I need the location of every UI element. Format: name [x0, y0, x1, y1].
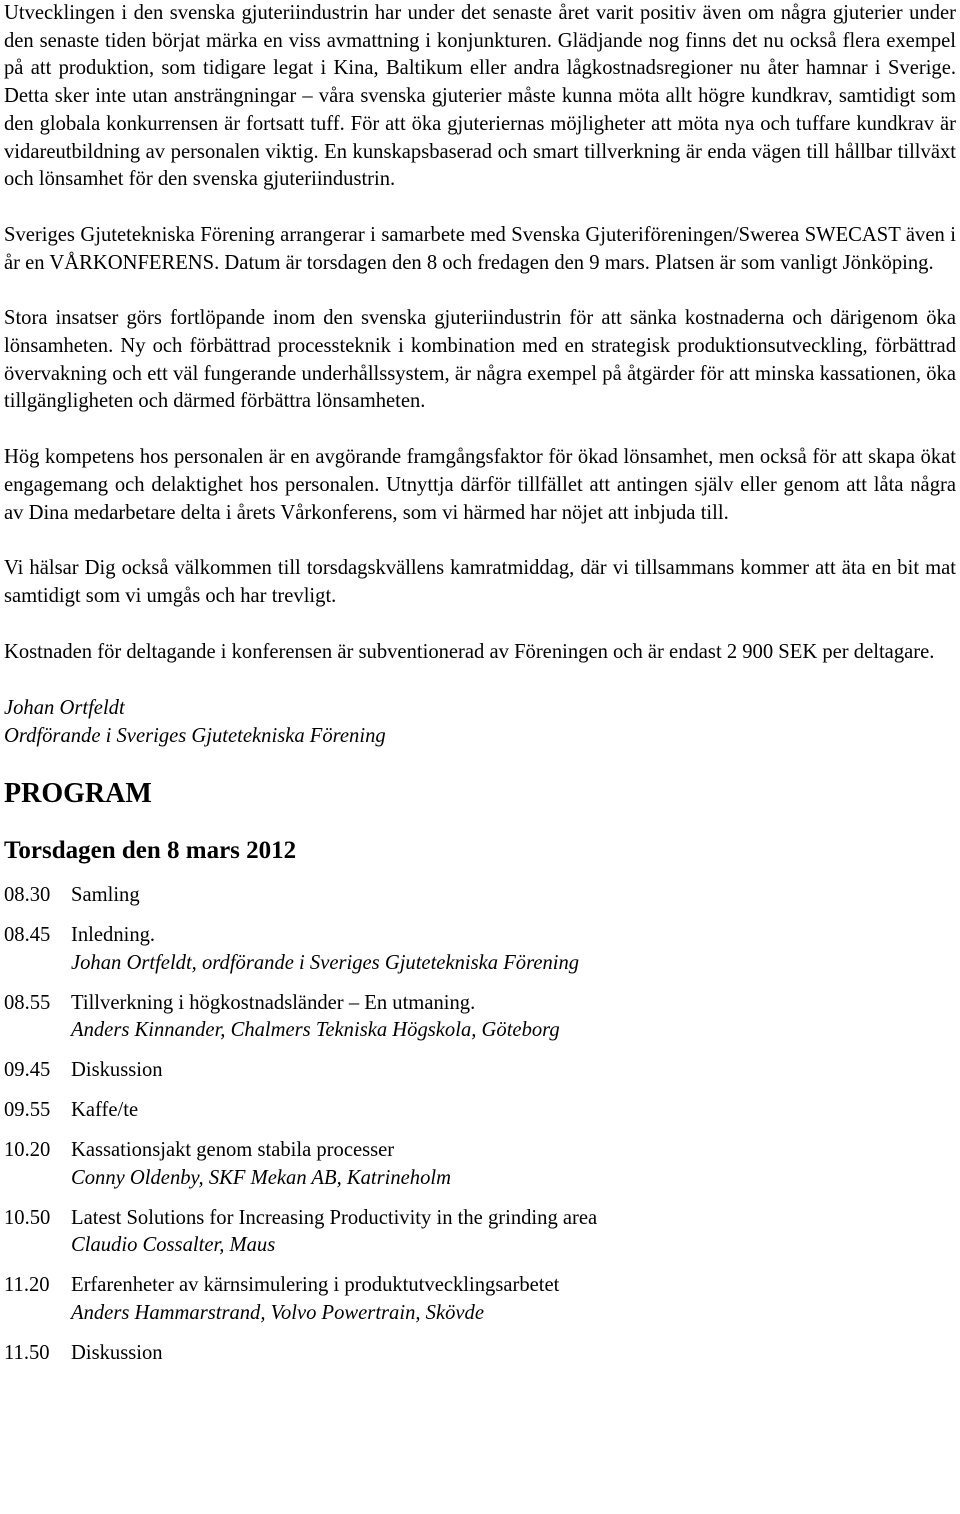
schedule-speaker: Johan Ortfeldt, ordförande i Sveriges Gjutetekniska Förening: [71, 951, 580, 974]
schedule-title: Samling: [71, 884, 140, 907]
schedule-item: [4, 990, 956, 1045]
schedule-item: [4, 922, 956, 977]
schedule-time: 10.20: [4, 1139, 51, 1162]
schedule-item: [4, 1205, 956, 1260]
schedule-title: Latest Solutions for Increasing Productivity in the grinding area: [71, 1206, 598, 1229]
schedule-title: Inledning.: [71, 924, 156, 947]
program-schedule: [4, 882, 956, 1367]
schedule-item: [4, 1057, 956, 1085]
schedule-title: Tillverkning i högkostnadsländer – En utmaning.: [71, 991, 476, 1014]
schedule-time: 10.50: [4, 1206, 51, 1229]
conference-announcement-paragraph: Sveriges Gjutetekniska Förening arrangerar i samarbete med Svenska Gjuteriföreningen/Swerea SWECAST även i år en VÅRKONFERENS. Datum är torsdagen den 8 och fredagen den 9 mars. Platsen är som vanligt Jönköping.: [4, 223, 956, 274]
document-page: [4, 0, 956, 1380]
schedule-time: 09.45: [4, 1059, 51, 1082]
schedule-speaker: Conny Oldenby, SKF Mekan AB, Katrineholm: [71, 1166, 451, 1189]
schedule-item: [4, 1097, 956, 1125]
intro-paragraph: Utvecklingen i den svenska gjuteriindustrin har under det senaste året varit positiv även om några gjuterier under den senaste tiden börjat märka en viss avmattning i konjunkturen. Glädjande nog finns det nu också flera exempel på att produktion, som tidigare legat i Kina, Baltikum eller andra lågkostnadsregioner nu åter hamnar i Sverige. Detta sker inte utan ansträngningar – våra svenska gjuterier måste kunna möta allt högre kundkrav, samtidigt som den globala konkurrensen är fortsatt tuff. För att öka gjuteriernas möjligheter att möta nya och tuffare kundkrav är vidareutbildning av personalen viktig. En kunskapsbaserad och smart tillverkning är enda vägen till hållbar tillväxt och lönsamhet för den svenska gjuteriindustrin.: [4, 2, 956, 191]
schedule-item: [4, 1340, 956, 1368]
schedule-speaker: Claudio Cossalter, Maus: [71, 1234, 276, 1257]
schedule-title: Kaffe/te: [71, 1099, 139, 1122]
schedule-speaker: Anders Hammarstrand, Volvo Powertrain, Skövde: [71, 1301, 484, 1324]
program-heading: PROGRAM: [4, 778, 152, 810]
dinner-paragraph: Vi hälsar Dig också välkommen till torsdagskvällens kamratmiddag, där vi tillsammans kommer att äta en bit mat samtidigt som vi umgås och har trevligt.: [4, 557, 956, 607]
competence-paragraph: Hög kompetens hos personalen är en avgörande framgångsfaktor för ökad lönsamhet, men också för att skapa ökat engagemang och delaktighet hos personalen. Utnyttja därför tillfället att antingen själv eller genom att låta några av Dina medarbetare delta i årets Vårkonferens, som vi härmed har nöjet att inbjuda till.: [4, 446, 956, 524]
signature-title: Ordförande i Sveriges Gjutetekniska Förening: [4, 725, 386, 748]
schedule-item: [4, 882, 956, 910]
schedule-item: [4, 1137, 956, 1192]
schedule-time: 08.30: [4, 884, 51, 907]
cost-paragraph: Kostnaden för deltagande i konferensen är subventionerad av Föreningen och är endast 2 900 SEK per deltagare.: [4, 640, 935, 663]
signature-name: Johan Ortfeldt: [4, 697, 125, 720]
day-heading: Torsdagen den 8 mars 2012: [4, 837, 297, 865]
cost-reduction-paragraph: Stora insatser görs fortlöpande inom den svenska gjuteriindustrin för att sänka kostnaderna och därigenom öka lönsamheten. Ny och förbättrad processteknik i kombination med en strategisk produktionsutveckling, förbättrad övervakning och ett väl fungerande underhållssystem, är några exempel på åtgärder för att minska kassationen, öka tillgängligheten och därmed förbättra lönsamheten.: [4, 307, 956, 413]
schedule-speaker: Anders Kinnander, Chalmers Tekniska Högskola, Göteborg: [71, 1019, 560, 1042]
schedule-title: Kassationsjakt genom stabila processer: [71, 1139, 395, 1162]
schedule-time: 08.55: [4, 991, 51, 1014]
schedule-title: Erfarenheter av kärnsimulering i produktutvecklingsarbetet: [71, 1274, 560, 1297]
schedule-item: [4, 1272, 956, 1327]
schedule-time: 08.45: [4, 924, 51, 947]
schedule-title: Diskussion: [71, 1341, 163, 1364]
signature-block: [4, 694, 956, 750]
schedule-title: Diskussion: [71, 1059, 163, 1082]
schedule-time: 09.55: [4, 1099, 51, 1122]
schedule-time: 11.50: [4, 1341, 50, 1364]
schedule-time: 11.20: [4, 1274, 50, 1297]
